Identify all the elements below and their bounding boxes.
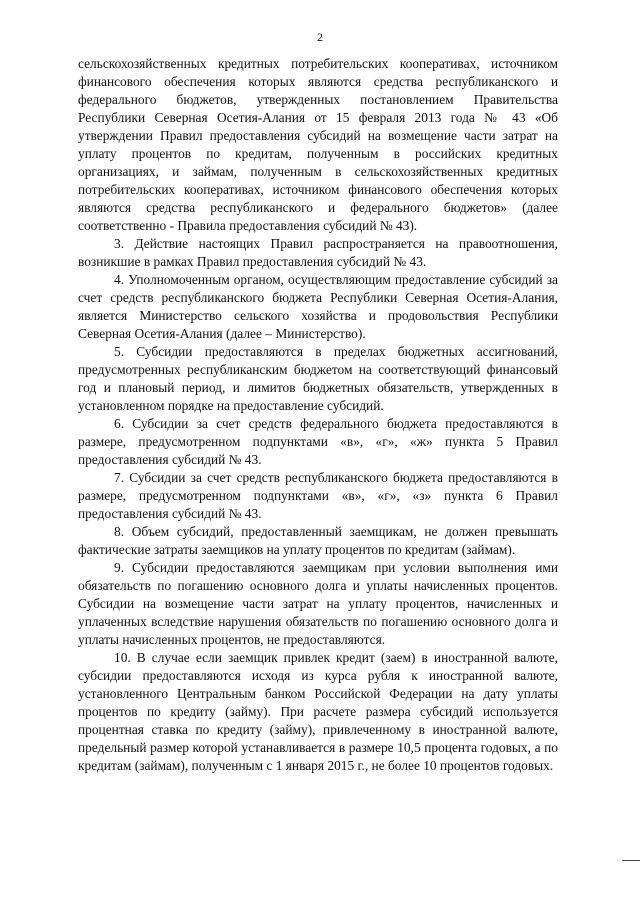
paragraph-7: 7. Субсидии за счет средств республиканского бюджета предоставляются в размере, предусмотренном подпунктами «в», «г», «з» пункта 6 Правил предоставления субсидий № 43. — [78, 470, 558, 521]
paragraph-5: 5. Субсидии предоставляются в пределах бюджетных ассигнований, предусмотренных республиканским бюджетом на соответствующий финансовый год и плановый период, и лимитов бюджетных обязательств, утвержденных в установленном порядке на предоставление субсидий. — [78, 344, 558, 413]
document-body — [78, 55, 558, 775]
paragraph-8: 8. Объем субсидий, предоставленный заемщикам, не должен превышать фактические затраты заемщиков на уплату процентов по кредитам (займам). — [78, 524, 558, 557]
paragraph-continuation: сельскохозяйственных кредитных потребительских кооперативах, источником финансового обеспечения которых являются средства республиканского и федерального бюджетов, утвержденных постановлением Правительства Республики Северная Осетия-Алания от 15 февраля 2013 года № 43 «Об утверждении Правил предоставления субсидий на возмещение части затрат на уплату процентов по кредитам, полученным в российских кредитных организациях, и займам, полученным в сельскохозяйственных кредитных потребительских кооперативах, источником финансового обеспечения которых являются средства республиканского и федерального бюджетов» (далее соответственно - Правила предоставления субсидий № 43). — [78, 56, 558, 233]
paragraph-3: 3. Действие настоящих Правил распространяется на правоотношения, возникшие в рамках Правил предоставления субсидий № 43. — [78, 236, 558, 269]
paragraph-6: 6. Субсидии за счет средств федерального бюджета предоставляются в размере, предусмотренном подпунктами «в», «г», «ж» пункта 5 Правил предоставления субсидий № 43. — [78, 416, 558, 467]
paragraph-4: 4. Уполномоченным органом, осуществляющим предоставление субсидий за счет средств республиканского бюджета Республики Северная Осетия-Алания, является Министерство сельского хозяйства и продовольствия Республики Северная Осетия-Алания (далее – Министерство). — [78, 272, 558, 341]
scan-edge-mark — [622, 860, 640, 861]
paragraph-9: 9. Субсидии предоставляются заемщикам при условии выполнения ими обязательств по погашению основного долга и уплаты начисленных процентов. Субсидии на возмещение части затрат на уплату процентов, начисленных и уплаченных вследствие нарушения обязательств по погашению основного долга и уплаты начисленных процентов, не предоставляются. — [78, 560, 558, 647]
paragraph-10: 10. В случае если заемщик привлек кредит (заем) в иностранной валюте, субсидии предоставляются исходя из курса рубля к иностранной валюте, установленного Центральным банком Российской Федерации на дату уплаты процентов по кредиту (займу). При расчете размера субсидий используется процентная ставка по кредиту (займу), привлеченному в иностранной валюте, предельный размер которой устанавливается в размере 10,5 процента годовых, а по кредитам (займам), полученным с 1 января 2015 г., не более 10 процентов годовых. — [78, 650, 558, 773]
page-number: 2 — [317, 30, 323, 44]
